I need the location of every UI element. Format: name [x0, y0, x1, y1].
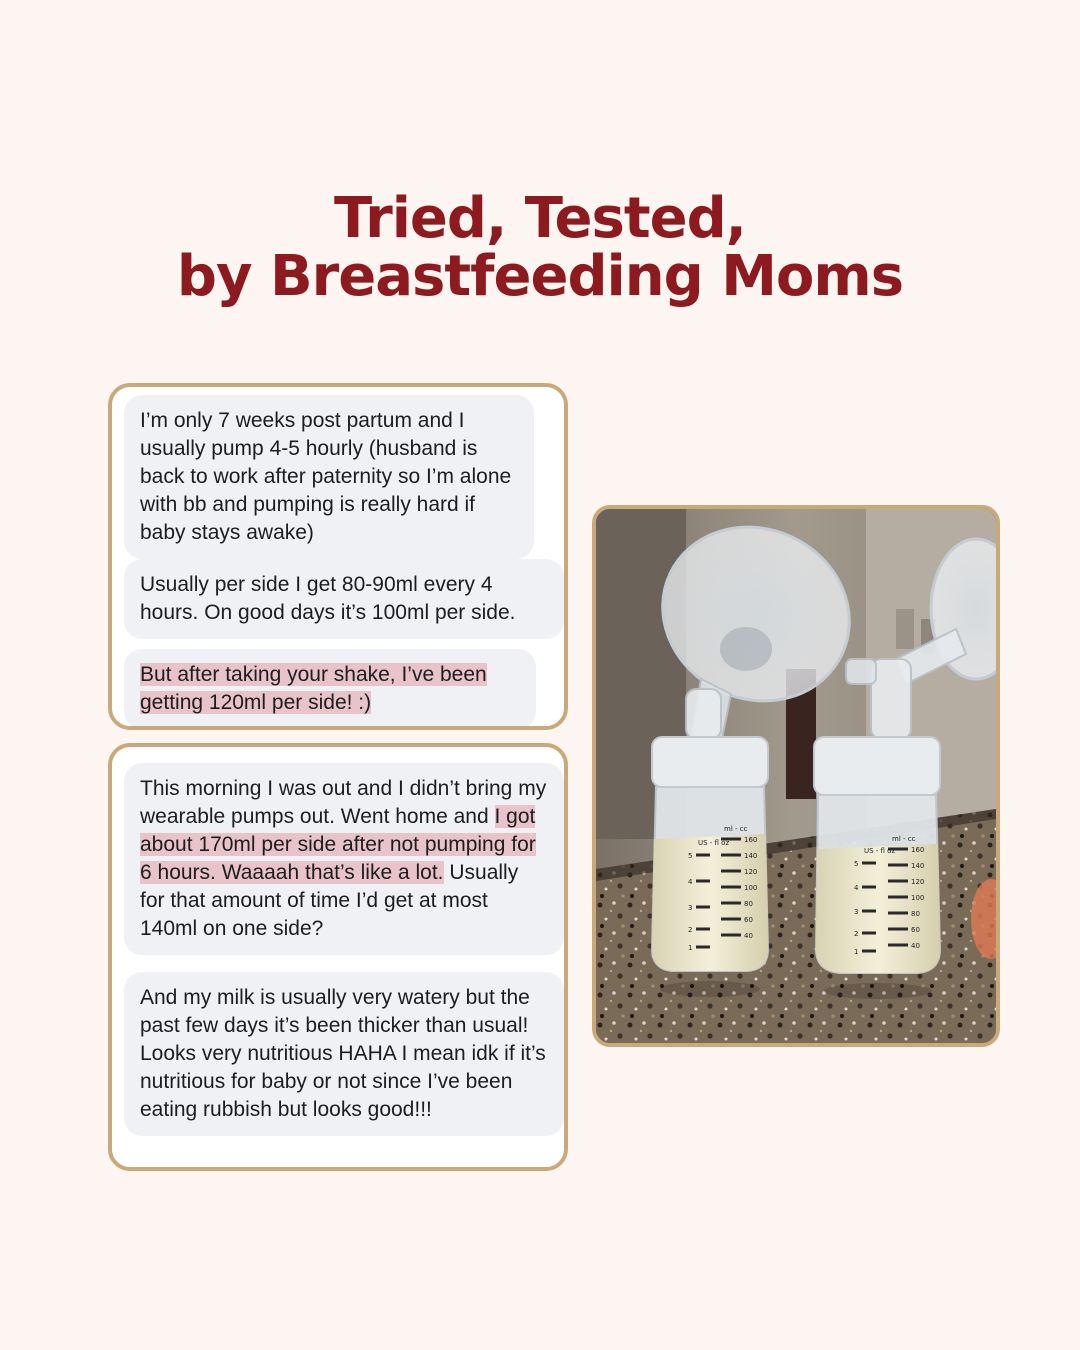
testimonial-card-1	[108, 383, 568, 730]
oz-mark: 5	[688, 852, 693, 860]
ml-mark: 60	[911, 926, 920, 934]
oz-mark: 4	[688, 878, 693, 886]
oz-mark: 1	[688, 944, 693, 952]
ml-mark: 80	[911, 910, 920, 918]
ml-mark: 160	[744, 836, 758, 844]
ml-mark: 40	[744, 932, 753, 940]
ml-mark: 100	[911, 894, 925, 902]
oz-mark: 1	[854, 948, 859, 956]
oz-mark: 2	[688, 926, 693, 934]
breast-pump-photo	[592, 505, 1000, 1047]
message-text: This morning I was out and I didn’t bring my wearable pumps out. Went home and	[140, 777, 547, 828]
bottle-unit-ml: ml - cc	[724, 825, 748, 833]
message-bubble: Usually per side I get 80-90ml every 4 hours. On good days it’s 100ml per side.	[124, 559, 564, 639]
ml-mark: 80	[744, 900, 753, 908]
message-bubble	[124, 649, 536, 729]
ml-mark: 140	[744, 852, 758, 860]
ml-mark: 100	[744, 884, 758, 892]
highlighted-text: getting 120ml per side! :)	[140, 691, 372, 714]
bottle-unit-oz: US - fl oz	[864, 847, 896, 855]
ml-mark: 140	[911, 862, 925, 870]
oz-mark: 3	[688, 904, 693, 912]
message-bubble	[124, 763, 564, 955]
oz-mark: 2	[854, 930, 859, 938]
ml-mark: 40	[911, 942, 920, 950]
ml-mark: 120	[911, 878, 925, 886]
ml-mark: 160	[911, 846, 925, 854]
message-bubble: And my milk is usually very watery but the past few days it’s been thicker than usual! Looks very nutritious HAHA I mean idk if it’s nutritious for baby or not since I’ve been eating rubbish but looks good!!!	[124, 972, 564, 1136]
highlighted-text: I got about 170ml per side after not pumping for 6 hours. Waaaah that’s like a lot.	[140, 805, 536, 884]
title-line-1: Tried, Tested,	[334, 186, 746, 251]
oz-mark: 5	[854, 860, 859, 868]
page-title	[0, 186, 1080, 309]
message-bubble: I’m only 7 weeks post partum and I usually pump 4-5 hourly (husband is back to work after paternity so I’m alone with bb and pumping is really hard if baby stays awake)	[124, 395, 534, 559]
ml-mark: 60	[744, 916, 753, 924]
ml-mark: 120	[744, 868, 758, 876]
bottle-unit-oz: US - fl oz	[698, 839, 730, 847]
title-line-2: by Breastfeeding Moms	[176, 244, 904, 309]
oz-mark: 4	[854, 884, 859, 892]
oz-mark: 3	[854, 908, 859, 916]
message-text: Usually for that amount of time I’d get at most 140ml on one side?	[140, 861, 519, 940]
highlighted-text: But after taking your shake, I’ve been	[140, 663, 487, 686]
testimonial-card-2	[108, 743, 568, 1171]
bottle-unit-ml: ml - cc	[892, 835, 916, 843]
